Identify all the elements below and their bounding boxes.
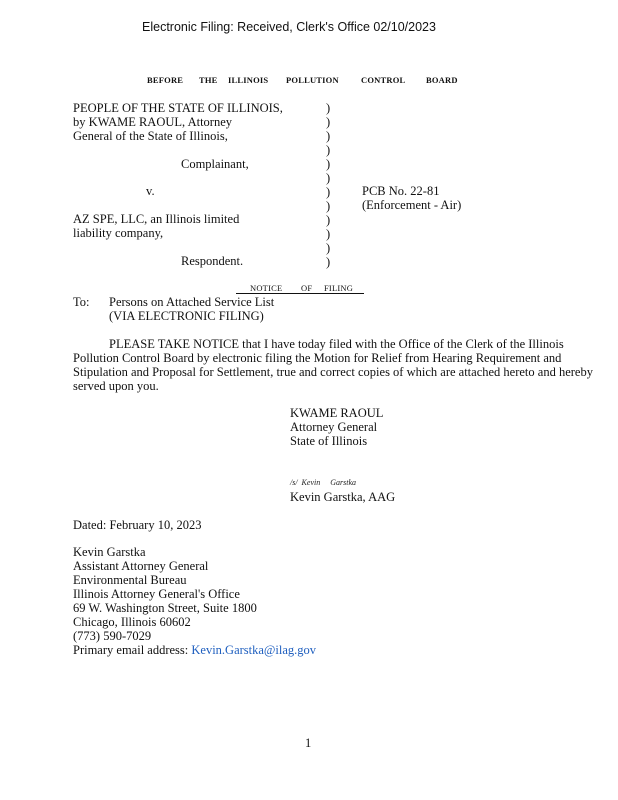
paren: )	[326, 171, 331, 185]
filing-stamp: Electronic Filing: Received, Clerk's Office 02/10/2023	[142, 20, 436, 34]
respondent-label: Respondent.	[181, 254, 244, 268]
case-type: (Enforcement - Air)	[362, 198, 462, 212]
signer-name: Kevin Garstka, AAG	[290, 490, 396, 504]
contact-line: Chicago, Illinois 60602	[73, 615, 191, 629]
complainant-line: General of the State of Illinois,	[73, 129, 228, 143]
contact-line: Illinois Attorney General's Office	[73, 587, 240, 601]
complainant-label: Complainant,	[181, 157, 249, 171]
to-label: To:	[73, 295, 90, 309]
paren: )	[326, 101, 331, 115]
contact-line: Assistant Attorney General	[73, 559, 209, 573]
page-number: 1	[305, 736, 312, 750]
heading-word: THE	[199, 75, 218, 85]
contact-line: 69 W. Washington Street, Suite 1800	[73, 601, 257, 615]
heading-word: BEFORE	[147, 75, 184, 85]
contact-line: Kevin Garstka	[73, 545, 146, 559]
versus: v.	[146, 184, 155, 198]
notice-word: NOTICE	[250, 283, 283, 293]
paren: )	[326, 227, 331, 241]
paren: )	[326, 241, 331, 255]
paren: )	[326, 255, 331, 269]
paren: )	[326, 213, 331, 227]
signature-line: KWAME RAOUL	[290, 406, 384, 420]
paren: )	[326, 115, 331, 129]
notice-body: PLEASE TAKE NOTICE that I have today filed with the Office of the Clerk of the Illinois Pollution Control Board by electronic filing the Motion for Relief from Hearing Requirement and Stipulation and Proposal for Settlement, true and correct copies of which are attached hereto and hereby served upon you.	[73, 337, 593, 393]
to-line: (VIA ELECTRONIC FILING)	[109, 309, 264, 323]
heading-word: BOARD	[426, 75, 458, 85]
email-line	[73, 643, 316, 657]
caption-paren-column	[326, 101, 330, 269]
paren: )	[326, 143, 331, 157]
case-number: PCB No. 22-81	[362, 184, 440, 198]
paren: )	[326, 199, 331, 213]
notice-word: OF	[301, 283, 313, 293]
paren: )	[326, 129, 331, 143]
heading-word: POLLUTION	[286, 75, 339, 85]
date-line: Dated: February 10, 2023	[73, 518, 202, 532]
notice-word: FILING	[324, 283, 354, 293]
complainant-line: by KWAME RAOUL, Attorney	[73, 115, 233, 129]
email-label: Primary email address:	[73, 643, 192, 657]
heading-word: ILLINOIS	[228, 75, 269, 85]
to-line: Persons on Attached Service List	[109, 295, 275, 309]
paren: )	[326, 185, 331, 199]
paren: )	[326, 157, 331, 171]
email-link[interactable]: Kevin.Garstka@ilag.gov	[191, 643, 317, 657]
signature-line: Attorney General	[290, 420, 378, 434]
electronic-signature: /s/ Kevin Garstka	[290, 478, 356, 487]
respondent-line: AZ SPE, LLC, an Illinois limited	[73, 212, 240, 226]
respondent-line: liability company,	[73, 226, 164, 240]
notice-underline	[236, 293, 364, 294]
contact-line: Environmental Bureau	[73, 573, 187, 587]
contact-line: (773) 590-7029	[73, 629, 152, 643]
signature-line: State of Illinois	[290, 434, 368, 448]
complainant-line: PEOPLE OF THE STATE OF ILLINOIS,	[73, 101, 283, 115]
heading-word: CONTROL	[361, 75, 406, 85]
